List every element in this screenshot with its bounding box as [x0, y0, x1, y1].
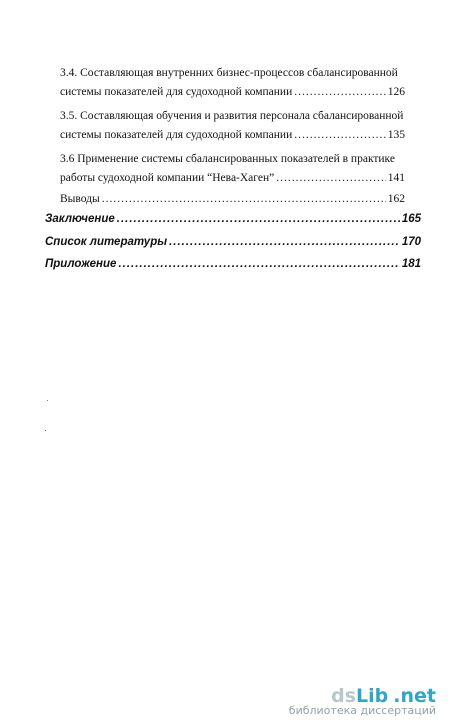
toc-entry-zaklyuchenie [45, 210, 421, 229]
watermark [289, 685, 436, 717]
toc-entry-title-line1: 3.6 Применение системы сбалансированных показателей в практике [60, 153, 395, 165]
toc-entry-title-line1: 3.5. Составляющая обучения и развития персонала сбалансированной [60, 110, 404, 122]
toc-entry-title-line2: системы показателей для судоходной компании [60, 86, 293, 98]
toc-page-number: 141 [387, 172, 405, 184]
dot-leader [169, 233, 400, 252]
dot-leader [117, 210, 400, 229]
toc-page-number: 170 [401, 236, 421, 248]
toc-entry-3-4 [60, 64, 405, 102]
toc-entry-title-line2: системы показателей для судоходной компании [60, 129, 293, 141]
toc-page-number: 126 [387, 86, 405, 98]
toc-page-number: 135 [387, 129, 405, 141]
toc-page-number: 181 [401, 258, 421, 270]
dot-leader [276, 169, 386, 188]
toc-main-title: Список литературы [45, 236, 168, 248]
dot-leader [118, 255, 399, 274]
dot-leader [294, 126, 386, 145]
scan-speck [47, 400, 48, 401]
dot-leader [102, 190, 386, 209]
watermark-subtitle: библиотека диссертаций [288, 704, 436, 717]
toc-page-number: 162 [387, 193, 405, 205]
toc-main-title: Заключение [45, 213, 115, 225]
watermark-brand-net: .net [393, 685, 436, 707]
toc-page-number: 165 [401, 213, 421, 225]
toc-entry-3-6 [60, 150, 405, 188]
toc-entry-title-line2: работы судоходной компании “Нева-Хаген” [60, 172, 275, 184]
watermark-brand-ds: ds [331, 685, 357, 707]
toc-main-title: Приложение [45, 258, 117, 270]
toc-entry-3-5 [60, 107, 405, 145]
toc-entry-title: Выводы [60, 193, 100, 205]
dot-leader [294, 83, 386, 102]
toc-entry-appendix [45, 255, 421, 274]
toc-entry-references [45, 233, 421, 252]
toc-entry-conclusions [60, 190, 405, 209]
watermark-brand-lib: Lib [356, 685, 389, 707]
toc-entry-title-line1: 3.4. Составляющая внутренних бизнес-процессов сбалансированной [60, 67, 398, 79]
scan-speck [45, 430, 46, 431]
